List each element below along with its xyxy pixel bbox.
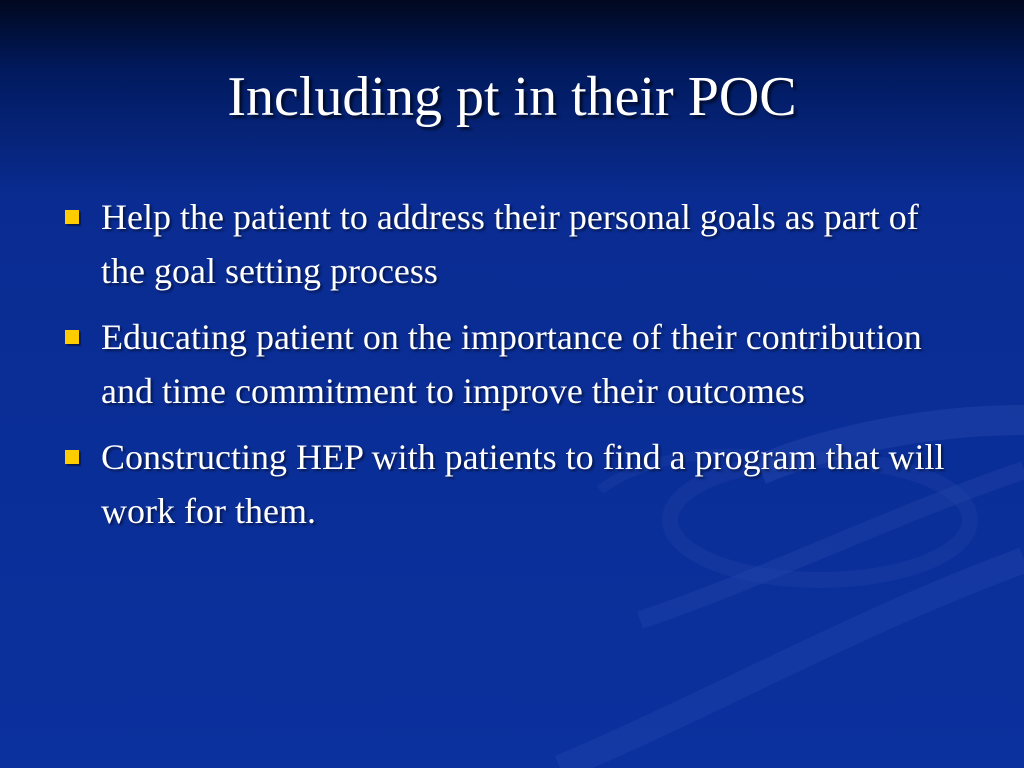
bullet-text: Help the patient to address their personal goals as part of the goal setting process [101,197,919,291]
bullet-square-icon [65,210,79,224]
list-item [62,430,962,538]
bullet-square-icon [65,450,79,464]
bullet-text: Educating patient on the importance of their contribution and time commitment to improve their outcomes [101,317,922,411]
bullet-square-icon [65,330,79,344]
list-item [62,310,962,418]
bullet-text: Constructing HEP with patients to find a program that will work for them. [101,437,945,531]
bullet-list [62,190,962,550]
slide-title: Including pt in their POC [227,66,797,128]
list-item [62,190,962,298]
